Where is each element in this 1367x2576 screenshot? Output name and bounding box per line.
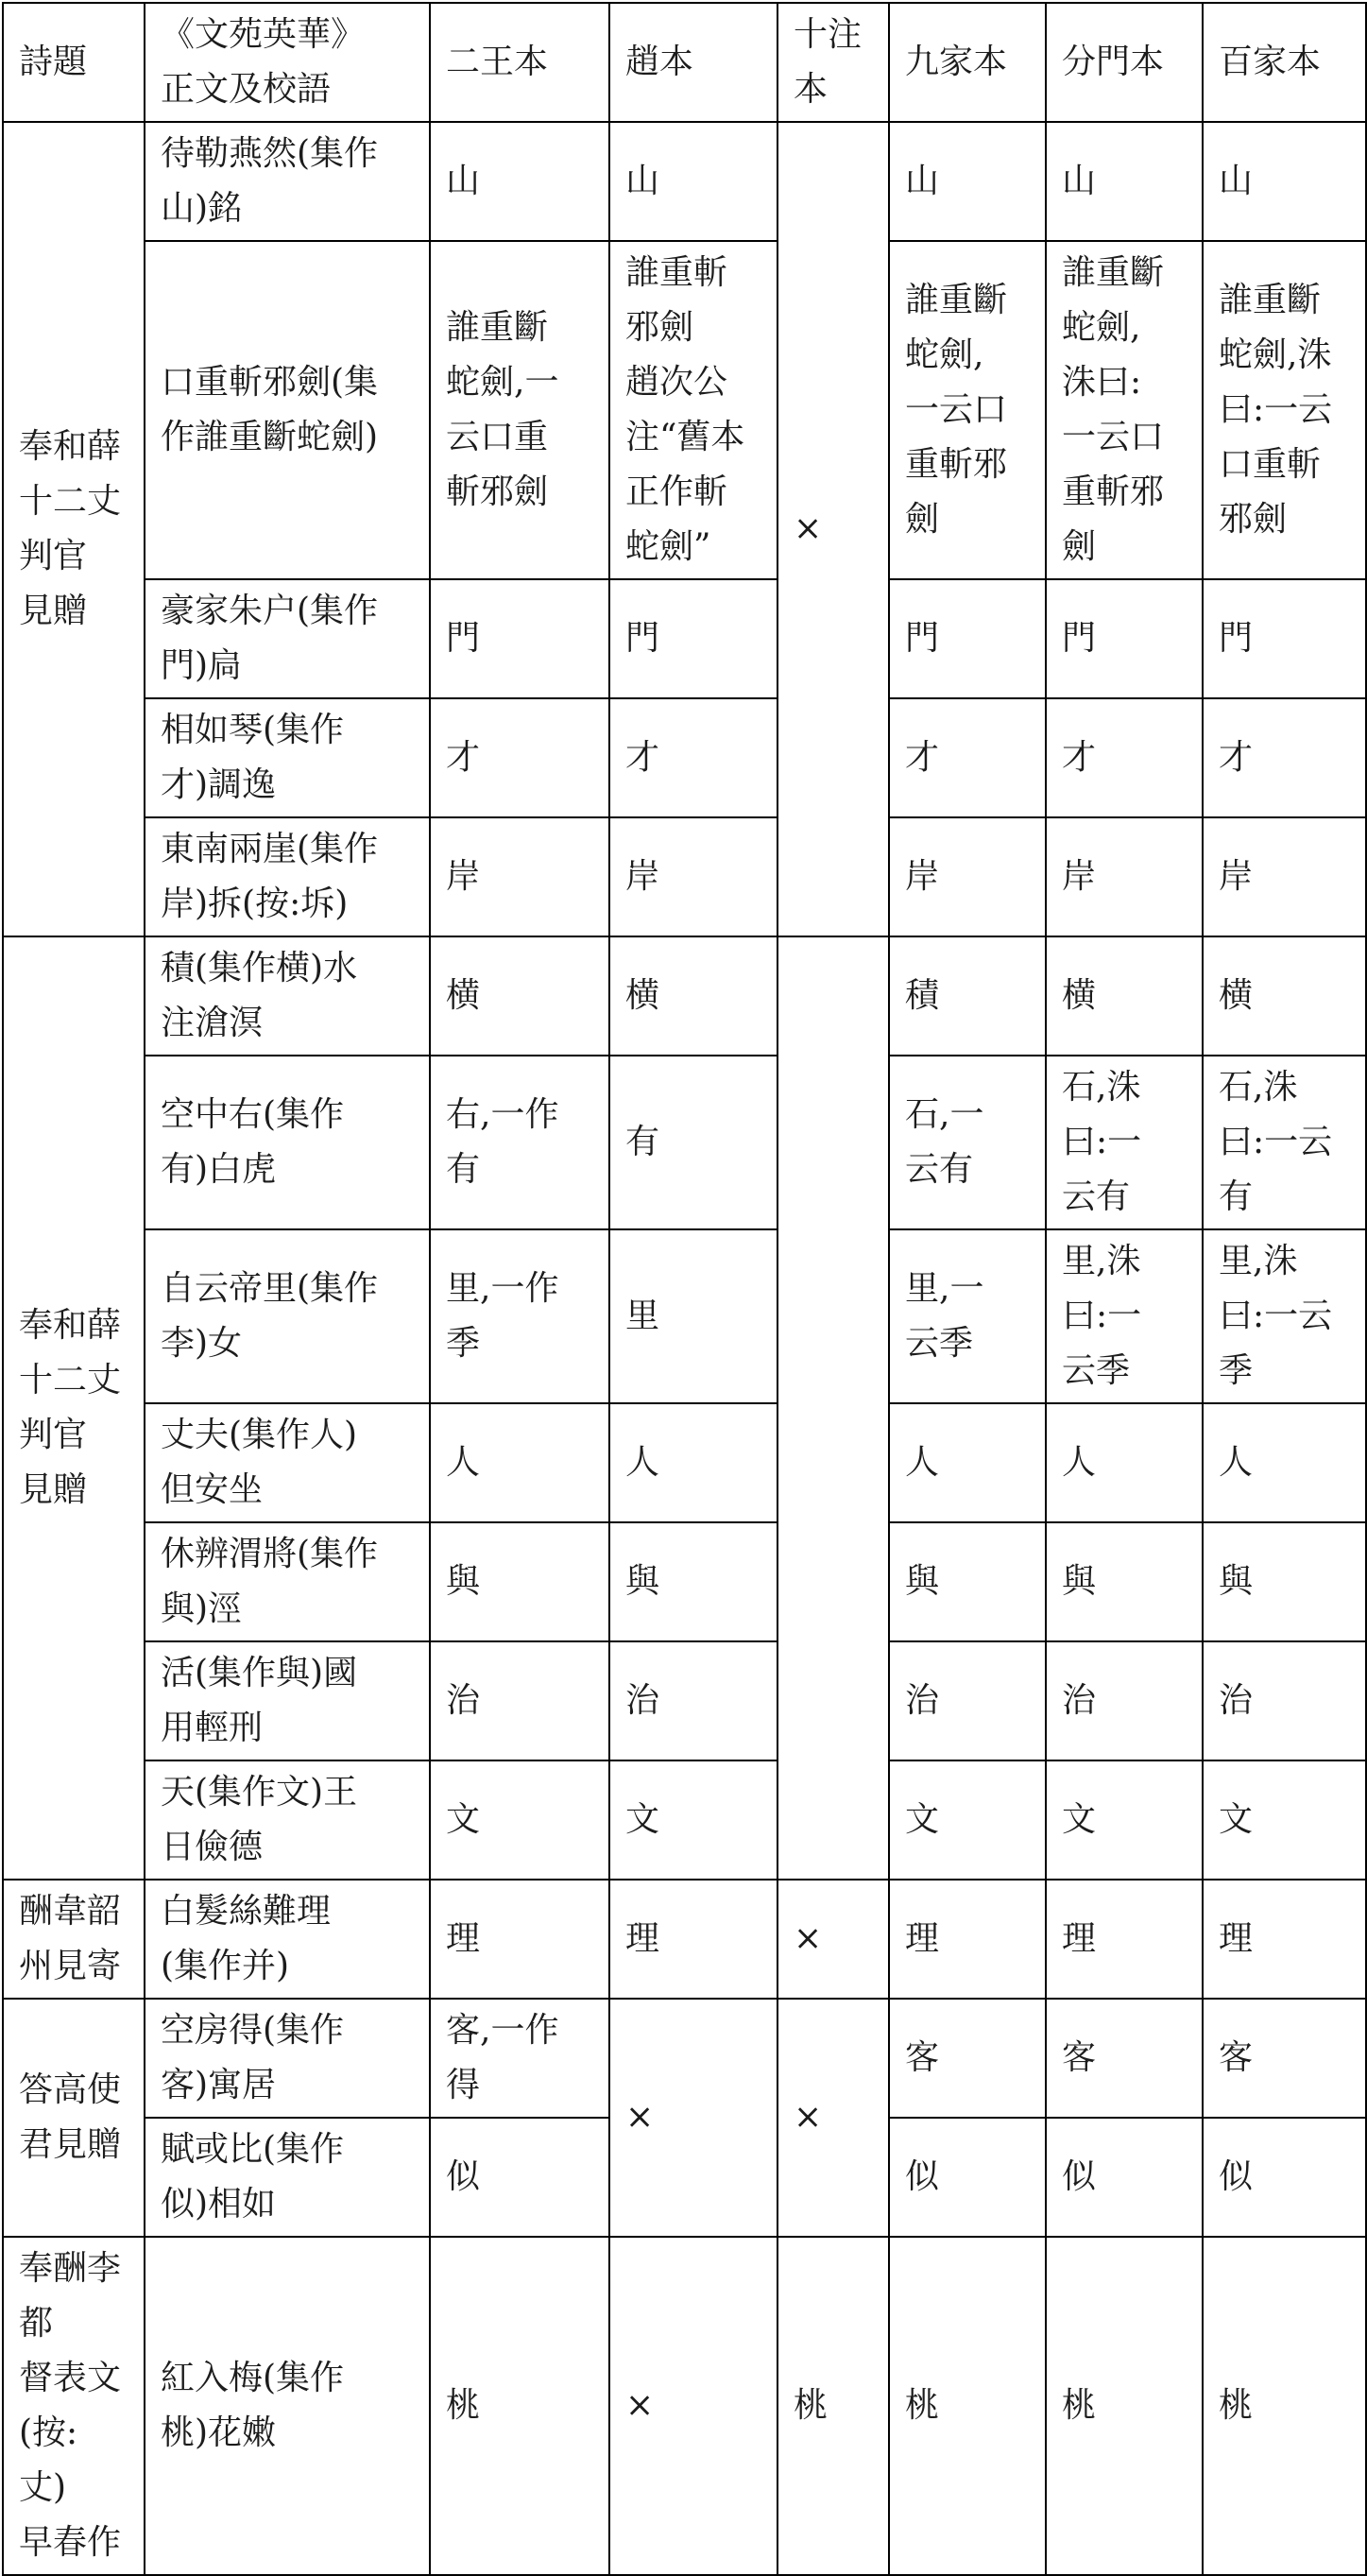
- baijia-cell: 文: [1203, 1760, 1366, 1880]
- variant-text-cell: 待勒燕然(集作 山)銘: [145, 122, 430, 241]
- table-row: [3, 122, 1366, 241]
- header-shizhu: 十注 本: [777, 3, 889, 122]
- zhao-cell: 與: [609, 1522, 777, 1641]
- jiujia-cell: 門: [889, 579, 1046, 698]
- poem-title-cell: 奉和薛 十二丈 判官 見贈: [3, 122, 145, 936]
- baijia-cell: 人: [1203, 1403, 1366, 1522]
- baijia-cell: 似: [1203, 2118, 1366, 2237]
- baijia-cell: 門: [1203, 579, 1366, 698]
- table-row: [3, 1229, 1366, 1403]
- erwang-cell: 似: [430, 2118, 609, 2237]
- variant-text-cell: 東南兩崖(集作 岸)拆(按:坼): [145, 817, 430, 936]
- header-fenmen: 分門本: [1046, 3, 1203, 122]
- erwang-cell: 人: [430, 1403, 609, 1522]
- shizhu-cell: ×: [777, 1880, 889, 1999]
- jiujia-cell: 誰重斷 蛇劍, 一云口 重斬邪 劍: [889, 241, 1046, 579]
- erwang-cell: 理: [430, 1880, 609, 1999]
- erwang-cell: 治: [430, 1641, 609, 1760]
- header-wenyuan-text: 《文苑英華》 正文及校語: [145, 3, 430, 122]
- erwang-cell: 右,一作 有: [430, 1056, 609, 1229]
- jiujia-cell: 才: [889, 698, 1046, 817]
- variant-text-cell: 丈夫(集作人) 但安坐: [145, 1403, 430, 1522]
- zhao-cell: 有: [609, 1056, 777, 1229]
- jiujia-cell: 積: [889, 936, 1046, 1056]
- fenmen-cell: 横: [1046, 936, 1203, 1056]
- baijia-cell: 誰重斷 蛇劍,洙 曰:一云 口重斬 邪劍: [1203, 241, 1366, 579]
- erwang-cell: 誰重斷 蛇劍,一 云口重 斬邪劍: [430, 241, 609, 579]
- jiujia-cell: 客: [889, 1999, 1046, 2118]
- table-row: [3, 1522, 1366, 1641]
- variant-text-cell: 相如琴(集作 才)調逸: [145, 698, 430, 817]
- table-row: [3, 1760, 1366, 1880]
- poem-title-cell: 奉酬李 都 督表文 (按: 丈) 早春作: [3, 2237, 145, 2575]
- jiujia-cell: 似: [889, 2118, 1046, 2237]
- erwang-cell: 桃: [430, 2237, 609, 2575]
- baijia-cell: 山: [1203, 122, 1366, 241]
- baijia-cell: 治: [1203, 1641, 1366, 1760]
- table-row: [3, 817, 1366, 936]
- shizhu-cell: 桃: [777, 2237, 889, 2575]
- fenmen-cell: 門: [1046, 579, 1203, 698]
- table-row: [3, 1056, 1366, 1229]
- zhao-cell: ×: [609, 1999, 777, 2237]
- header-jiujia: 九家本: [889, 3, 1046, 122]
- variant-text-cell: 賦或比(集作 似)相如: [145, 2118, 430, 2237]
- variant-text-cell: 休辨渭將(集作 與)涇: [145, 1522, 430, 1641]
- zhao-cell: 人: [609, 1403, 777, 1522]
- table-row: [3, 936, 1366, 1056]
- poem-title-cell: 酬韋韶 州見寄: [3, 1880, 145, 1999]
- baijia-cell: 才: [1203, 698, 1366, 817]
- erwang-cell: 客,一作 得: [430, 1999, 609, 2118]
- jiujia-cell: 山: [889, 122, 1046, 241]
- header-poem-title: 詩題: [3, 3, 145, 122]
- baijia-cell: 岸: [1203, 817, 1366, 936]
- fenmen-cell: 石,洙 曰:一 云有: [1046, 1056, 1203, 1229]
- zhao-cell: 治: [609, 1641, 777, 1760]
- erwang-cell: 岸: [430, 817, 609, 936]
- baijia-cell: 桃: [1203, 2237, 1366, 2575]
- table-row: [3, 698, 1366, 817]
- poem-title-cell: 答高使 君見贈: [3, 1999, 145, 2237]
- variant-text-cell: 天(集作文)王 日儉德: [145, 1760, 430, 1880]
- poem-title-cell: 奉和薛 十二丈 判官 見贈: [3, 936, 145, 1880]
- erwang-cell: 門: [430, 579, 609, 698]
- jiujia-cell: 理: [889, 1880, 1046, 1999]
- zhao-cell: 山: [609, 122, 777, 241]
- jiujia-cell: 桃: [889, 2237, 1046, 2575]
- page: [2, 2, 1367, 2576]
- fenmen-cell: 文: [1046, 1760, 1203, 1880]
- variant-text-cell: 白髮絲難理 (集作并): [145, 1880, 430, 1999]
- jiujia-cell: 與: [889, 1522, 1046, 1641]
- table-row: [3, 1403, 1366, 1522]
- fenmen-cell: 與: [1046, 1522, 1203, 1641]
- baijia-cell: 横: [1203, 936, 1366, 1056]
- erwang-cell: 才: [430, 698, 609, 817]
- fenmen-cell: 治: [1046, 1641, 1203, 1760]
- table-row: [3, 579, 1366, 698]
- fenmen-cell: 山: [1046, 122, 1203, 241]
- shizhu-cell: [777, 936, 889, 1880]
- fenmen-cell: 里,洙 曰:一 云季: [1046, 1229, 1203, 1403]
- erwang-cell: 文: [430, 1760, 609, 1880]
- jiujia-cell: 治: [889, 1641, 1046, 1760]
- table-row: [3, 1880, 1366, 1999]
- zhao-cell: 里: [609, 1229, 777, 1403]
- erwang-cell: 里,一作 季: [430, 1229, 609, 1403]
- header-zhao: 趙本: [609, 3, 777, 122]
- fenmen-cell: 似: [1046, 2118, 1203, 2237]
- erwang-cell: 横: [430, 936, 609, 1056]
- collation-table: [2, 2, 1367, 2576]
- fenmen-cell: 理: [1046, 1880, 1203, 1999]
- shizhu-cell: ×: [777, 1999, 889, 2237]
- baijia-cell: 客: [1203, 1999, 1366, 2118]
- fenmen-cell: 岸: [1046, 817, 1203, 936]
- variant-text-cell: 豪家朱户(集作 門)扃: [145, 579, 430, 698]
- header-baijia: 百家本: [1203, 3, 1366, 122]
- variant-text-cell: 空中右(集作 有)白虎: [145, 1056, 430, 1229]
- erwang-cell: 與: [430, 1522, 609, 1641]
- jiujia-cell: 石,一 云有: [889, 1056, 1046, 1229]
- baijia-cell: 石,洙 曰:一云 有: [1203, 1056, 1366, 1229]
- baijia-cell: 里,洙 曰:一云 季: [1203, 1229, 1366, 1403]
- zhao-cell: 門: [609, 579, 777, 698]
- fenmen-cell: 客: [1046, 1999, 1203, 2118]
- fenmen-cell: 才: [1046, 698, 1203, 817]
- variant-text-cell: 空房得(集作 客)寓居: [145, 1999, 430, 2118]
- zhao-cell: 横: [609, 936, 777, 1056]
- table-row: [3, 1641, 1366, 1760]
- variant-text-cell: 口重斬邪劍(集 作誰重斷蛇劍): [145, 241, 430, 579]
- zhao-cell: 理: [609, 1880, 777, 1999]
- variant-text-cell: 積(集作横)水 注滄溟: [145, 936, 430, 1056]
- jiujia-cell: 人: [889, 1403, 1046, 1522]
- zhao-cell: ×: [609, 2237, 777, 2575]
- fenmen-cell: 人: [1046, 1403, 1203, 1522]
- jiujia-cell: 文: [889, 1760, 1046, 1880]
- table-row: [3, 241, 1366, 579]
- fenmen-cell: 誰重斷 蛇劍, 洙曰: 一云口 重斬邪 劍: [1046, 241, 1203, 579]
- fenmen-cell: 桃: [1046, 2237, 1203, 2575]
- baijia-cell: 理: [1203, 1880, 1366, 1999]
- erwang-cell: 山: [430, 122, 609, 241]
- zhao-cell: 才: [609, 698, 777, 817]
- variant-text-cell: 活(集作與)國 用輕刑: [145, 1641, 430, 1760]
- zhao-cell: 岸: [609, 817, 777, 936]
- baijia-cell: 與: [1203, 1522, 1366, 1641]
- variant-text-cell: 自云帝里(集作 李)女: [145, 1229, 430, 1403]
- header-row: [3, 3, 1366, 122]
- table-row: [3, 1999, 1366, 2118]
- jiujia-cell: 岸: [889, 817, 1046, 936]
- shizhu-cell: ×: [777, 122, 889, 936]
- table-row: [3, 2237, 1366, 2575]
- zhao-cell: 誰重斬 邪劍 趙次公 注“舊本 正作斬 蛇劍”: [609, 241, 777, 579]
- header-erwang: 二王本: [430, 3, 609, 122]
- variant-text-cell: 紅入梅(集作 桃)花嫩: [145, 2237, 430, 2575]
- zhao-cell: 文: [609, 1760, 777, 1880]
- jiujia-cell: 里,一 云季: [889, 1229, 1046, 1403]
